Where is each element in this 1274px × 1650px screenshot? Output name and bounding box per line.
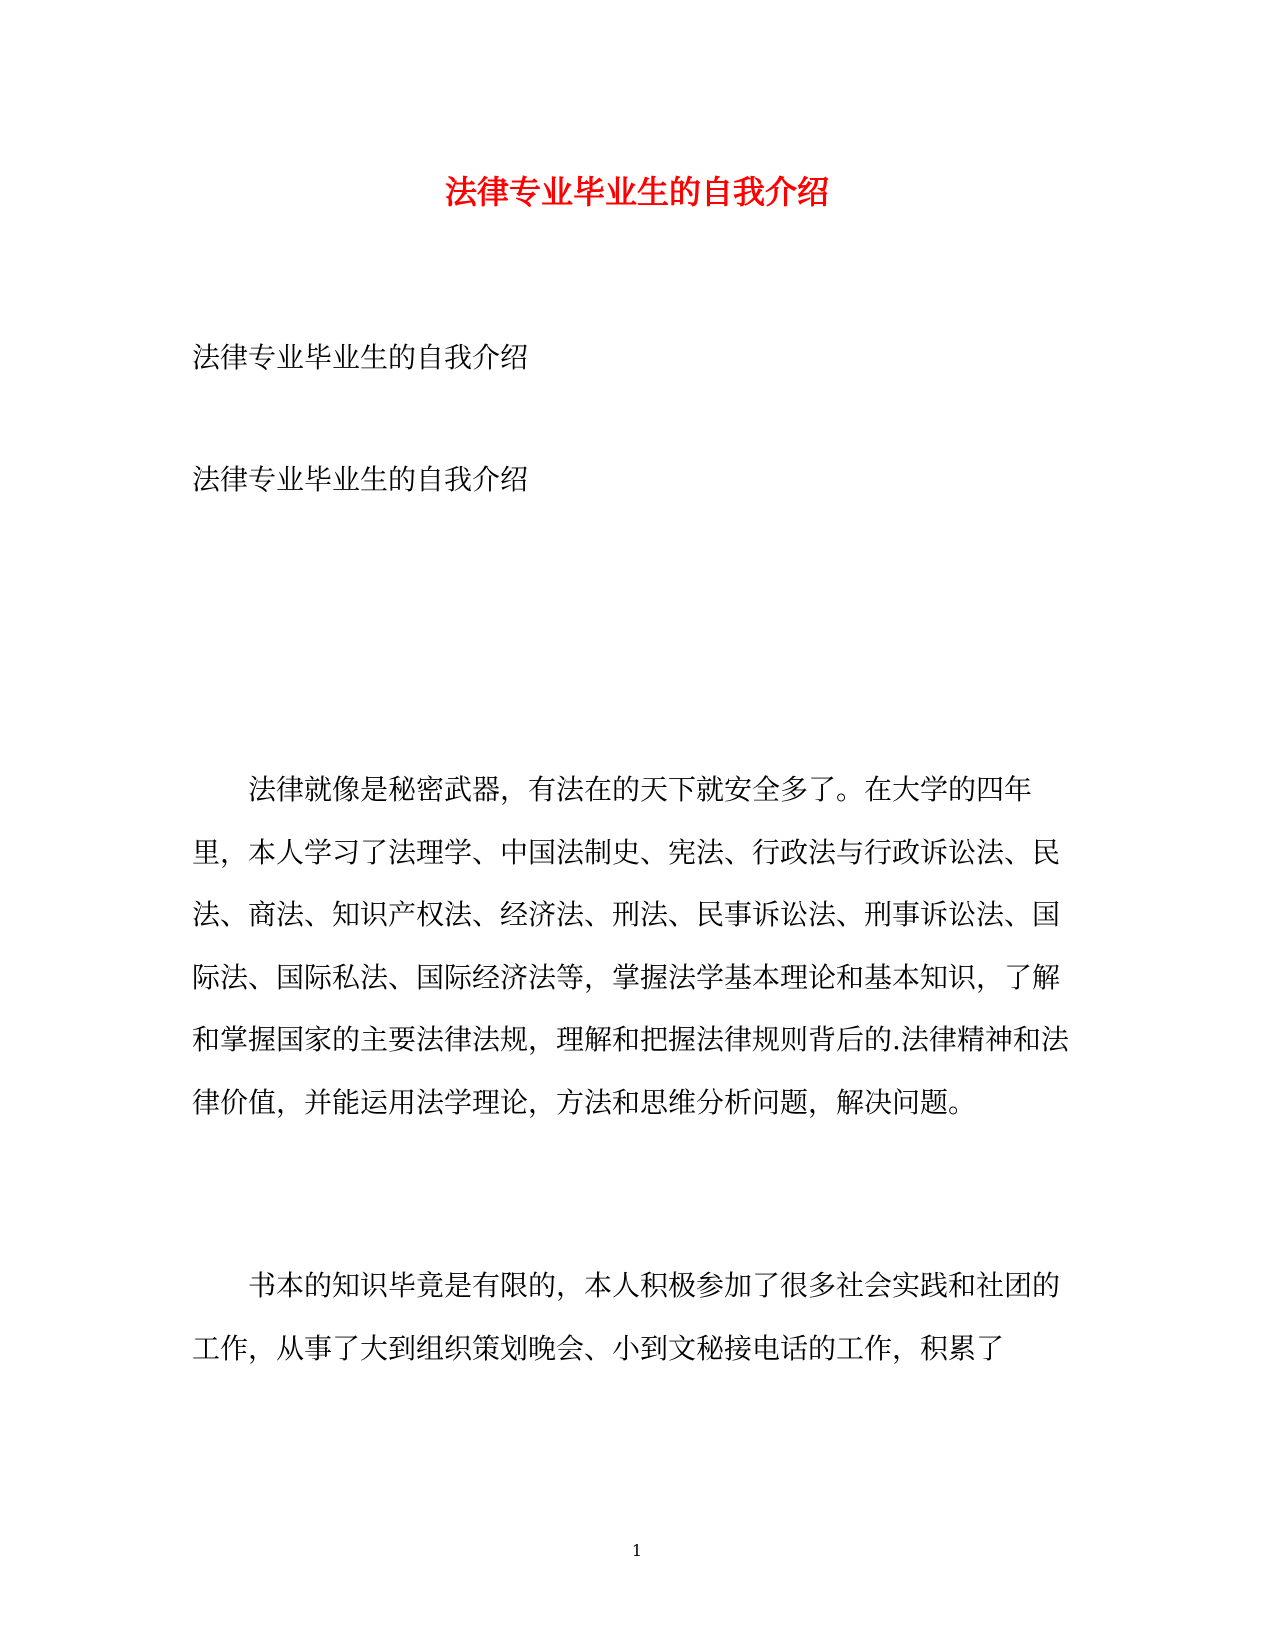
body-paragraph-1: 法律就像是秘密武器，有法在的天下就安全多了。在大学的四年里，本人学习了法理学、中国法制史、宪法、行政法与行政诉讼法、民法、商法、知识产权法、经济法、刑法、民事诉讼法、刑事诉讼法、国际法、国际私法、国际经济法等，掌握法学基本理论和基本知识，了解和掌握国家的主要法律法规，理解和把握法律规则背后的.法律精神和法律价值，并能运用法学理论，方法和思维分析问题，解决问题。: [192, 773, 1069, 1119]
body-paragraph-2: 书本的知识毕竟是有限的，本人积极参加了很多社会实践和社团的工作，从事了大到组织策划晚会、小到文秘接电话的工作，积累了: [192, 1269, 1061, 1365]
subtitle-line-2: 法律专业毕业生的自我介绍: [192, 463, 529, 496]
document-title: 法律专业毕业生的自我介绍: [444, 173, 829, 211]
subtitle-line-1: 法律专业毕业生的自我介绍: [192, 341, 529, 374]
page-number: 1: [631, 1541, 643, 1560]
